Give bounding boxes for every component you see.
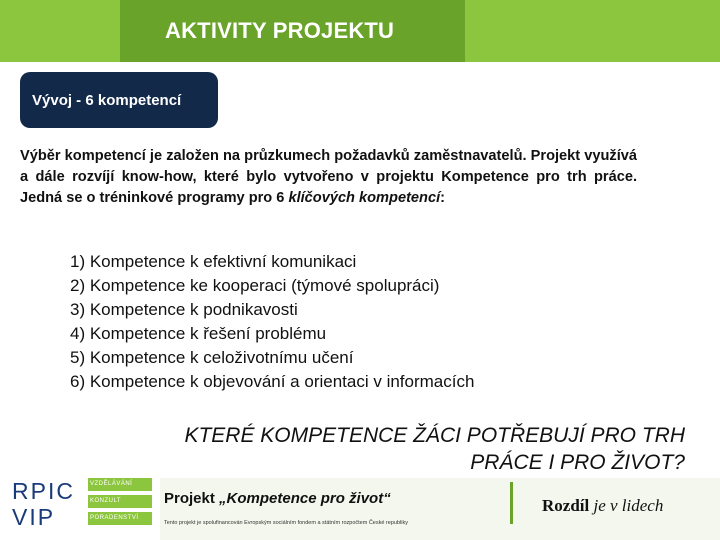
logo-tag: VZDĚLÁVÁNÍ — [88, 478, 152, 491]
list-item: 4) Kompetence k řešení problému — [70, 324, 327, 343]
slogan-word: Rozdíl — [542, 496, 590, 515]
logo-letters — [12, 478, 82, 530]
logo-tag: KONZULT — [88, 495, 152, 508]
list-item: 1) Kompetence k efektivní komunikaci — [70, 252, 357, 271]
section-label: Vývoj - 6 kompetencí — [32, 92, 182, 109]
footer-divider — [510, 482, 513, 524]
title-box — [120, 0, 465, 62]
list-item: 5) Kompetence k celoživotnímu učení — [70, 348, 354, 367]
logo-line-1: RPIC — [12, 478, 75, 504]
intro-text: Výběr kompetencí je založen na průzkumech požadavků zaměstnavatelů. Projekt využívá a dále rozvíjí know-how, které bylo vytvořeno v projektu Kompetence pro trh práce. Jedná se o tréninkové programy pro 6 — [20, 148, 637, 206]
intro-emphasis: klíčových kompetencí — [288, 190, 441, 206]
list-item: 3) Kompetence k podnikavosti — [70, 300, 298, 319]
footer-band — [160, 478, 720, 540]
list-item: 2) Kompetence ke kooperaci (týmové spolupráci) — [70, 276, 440, 295]
page-title: AKTIVITY PROJEKTU — [165, 18, 395, 43]
project-prefix: Projekt — [164, 490, 220, 507]
logo-tag: PORADENSTVÍ — [88, 512, 152, 525]
logo-tags — [88, 478, 152, 529]
slogan — [542, 496, 663, 516]
intro-end: : — [440, 190, 446, 206]
question-heading — [40, 422, 685, 476]
rpic-vip-logo — [8, 470, 156, 540]
section-label-box — [20, 72, 218, 128]
competence-list — [70, 250, 630, 394]
project-name — [164, 490, 391, 507]
slogan-rest: je v lidech — [589, 496, 664, 515]
funding-note: Tento projekt je spolufinancován Evropským sociálním fondem a státním rozpočtem České republiky — [164, 520, 408, 526]
logo-line-2: VIP — [12, 504, 56, 530]
project-title: „Kompetence pro život“ — [219, 490, 391, 507]
question-line-2: PRÁCE I PRO ŽIVOT? — [470, 451, 685, 474]
question-line-1: KTERÉ KOMPETENCE ŽÁCI POTŘEBUJÍ PRO TRH — [184, 424, 685, 447]
list-item: 6) Kompetence k objevování a orientaci v informacích — [70, 372, 475, 391]
intro-paragraph — [20, 146, 637, 209]
